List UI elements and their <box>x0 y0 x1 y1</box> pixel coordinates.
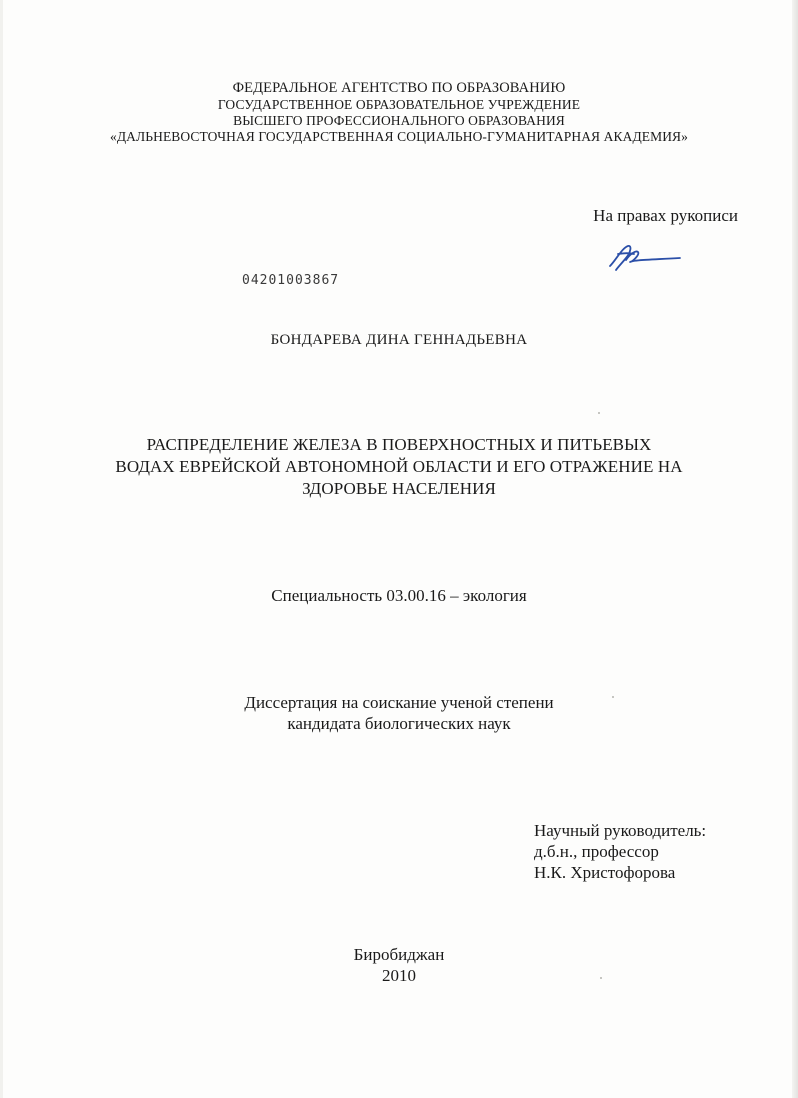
degree-line: Диссертация на соискание ученой степени <box>244 693 554 712</box>
header-line-agency: ФЕДЕРАЛЬНОЕ АГЕНТСТВО ПО ОБРАЗОВАНИЮ <box>232 80 566 96</box>
title-line: ЗДОРОВЬЕ НАСЕЛЕНИЯ <box>302 479 496 498</box>
scan-speck <box>598 412 600 414</box>
degree-statement <box>0 692 798 734</box>
title-line: ВОДАХ ЕВРЕЙСКОЙ АВТОНОМНОЙ ОБЛАСТИ И ЕГО ОТРАЖЕНИЕ НА <box>115 457 683 476</box>
header-line-academy: «ДАЛЬНЕВОСТОЧНАЯ ГОСУДАРСТВЕННАЯ СОЦИАЛЬНО-ГУМАНИТАРНАЯ АКАДЕМИЯ» <box>109 129 689 144</box>
scan-speck <box>600 977 602 979</box>
year: 2010 <box>382 966 416 985</box>
supervisor-name: Н.К. Христофорова <box>534 863 676 882</box>
title-line: РАСПРЕДЕЛЕНИЕ ЖЕЛЕЗА В ПОВЕРХНОСТНЫХ И ПИТЬЕВЫХ <box>146 435 652 454</box>
header-line-institution: ГОСУДАРСТВЕННОЕ ОБРАЗОВАТЕЛЬНОЕ УЧРЕЖДЕНИЕ <box>217 97 581 112</box>
scan-left-edge <box>0 0 3 1098</box>
dissertation-title <box>0 434 798 500</box>
institution-header <box>0 80 798 145</box>
author-name: БОНДАРЕВА ДИНА ГЕННАДЬЕВНА <box>270 332 528 348</box>
degree-line: кандидата биологических наук <box>287 714 511 733</box>
signature-icon <box>604 240 684 276</box>
scan-right-edge <box>792 0 798 1098</box>
library-stamp-number: 04201003867 <box>242 273 340 288</box>
supervisor-label: Научный руководитель: <box>534 821 707 840</box>
supervisor-degree: д.б.н., профессор <box>534 842 659 861</box>
supervisor-block <box>534 820 706 883</box>
city-year-block <box>0 944 798 986</box>
manuscript-rights-note: На правах рукописи <box>593 206 738 225</box>
specialty: Специальность 03.00.16 – экология <box>271 586 527 605</box>
header-line-education: ВЫСШЕГО ПРОФЕССИОНАЛЬНОГО ОБРАЗОВАНИЯ <box>233 113 565 128</box>
city: Биробиджан <box>353 945 445 964</box>
scan-speck <box>612 696 614 698</box>
